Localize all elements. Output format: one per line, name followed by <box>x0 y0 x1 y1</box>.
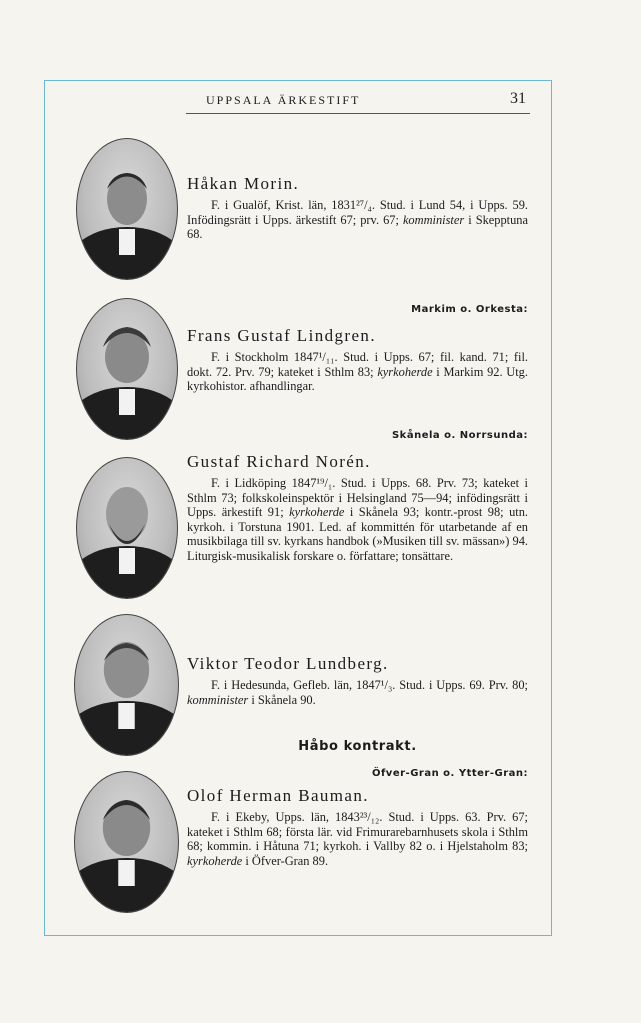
running-title: UPPSALA ÄRKESTIFT <box>206 93 361 107</box>
biography: F. i Stockholm 1847¹/₁₁. Stud. i Upps. 67; fil. kand. 71; fil. dokt. 72. Prv. 79; kateket i Sthlm 83; kyrkoherde i Markim 92. Utg. kyrkohistor. afhandlingar. <box>187 350 528 394</box>
header-rule <box>186 113 530 114</box>
portrait-photo <box>76 457 178 599</box>
portrait-photo <box>74 771 179 913</box>
portrait-photo <box>76 138 178 280</box>
parish-label: Markim o. Orkesta: <box>411 304 528 315</box>
entry-text <box>187 304 528 394</box>
page-number: 31 <box>510 90 526 107</box>
biography: F. i Gualöf, Krist. län, 1831²⁷/₄. Stud. i Lund 54, i Upps. 59. Infödingsrätt i Upps. ärkestift 67; prv. 67; komminister i Skepptuna 68. <box>187 198 528 242</box>
page-header <box>186 90 526 113</box>
parish-label <box>187 160 528 174</box>
parish-label: Öfver-Gran o. Ytter-Gran: <box>371 768 528 779</box>
biography: F. i Hedesunda, Gefleb. län, 1847¹/₃. Stud. i Upps. 69. Prv. 80; komminister i Skånela 90. <box>187 678 528 707</box>
entry-text <box>187 640 528 707</box>
section-heading: Håbo kontrakt. <box>298 739 417 754</box>
clergy-name: Frans Gustaf Lindgren. <box>187 326 376 345</box>
biography: F. i Ekeby, Upps. län, 1843²³/₁₂. Stud. i Upps. 63. Prv. 67; kateket i Sthlm 68; första lär. vid Frimurarebarnhusets skola i Sthlm 68; kommin. i Håtuna 71; kyrkoh. i Vallby 82 o. i Hjelstaholm 83; kyrkoherde i Öfver-Gran 89. <box>187 810 528 868</box>
portrait-photo <box>74 614 179 756</box>
parish-label <box>187 640 528 654</box>
biography: F. i Lidköping 1847¹⁹/₁. Stud. i Upps. 68. Prv. 73; kateket i Sthlm 73; folkskoleinspektör i Helsingland 75—94; infödingsrätt i Upps. ärkestift 91; kyrkoherde i Skånela 93; kontr.-prost 98; utn. kyrkoh. i Torstuna 1901. Led. af kommittén för utarbetande af en musikbilaga till sv. kyrkans handbok (»Musiken till sv. mässan») 94. Liturgisk-musikalisk forskare o. författare; tonsättare. <box>187 476 529 563</box>
clergy-name: Olof Herman Bauman. <box>187 786 369 805</box>
portrait-photo <box>76 298 178 440</box>
parish-label: Skånela o. Norrsunda: <box>391 430 528 441</box>
entry-text <box>187 768 528 868</box>
clergy-name: Gustaf Richard Norén. <box>187 452 371 471</box>
clergy-name: Håkan Morin. <box>187 174 300 193</box>
clergy-name: Viktor Teodor Lundberg. <box>187 654 389 673</box>
entry-text <box>187 160 528 242</box>
entry-text <box>187 430 528 564</box>
